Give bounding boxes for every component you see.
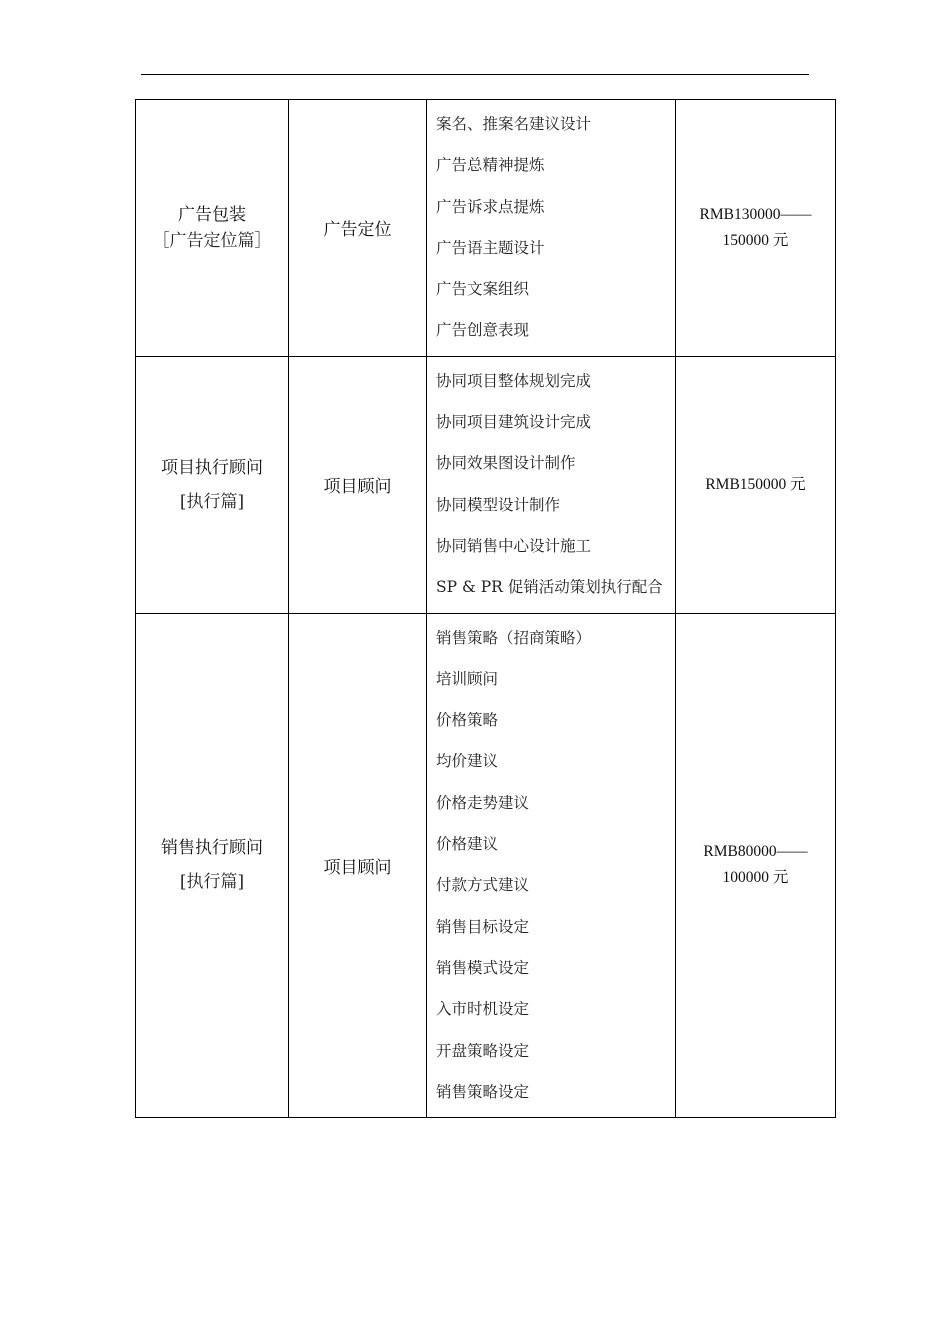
list-item: SP & PR 促销活动策划执行配合: [436, 578, 663, 597]
category-cell: [136, 613, 289, 1118]
list-item: 销售策略（招商策略）: [436, 628, 592, 647]
list-item: 广告创意表现: [436, 321, 530, 340]
list-item: 协同模型设计制作: [436, 495, 561, 514]
list-item: 销售策略设定: [436, 1082, 530, 1101]
table-row: [136, 356, 836, 613]
service-items-cell: [427, 100, 676, 357]
service-items-cell: [427, 613, 676, 1118]
price-line-1: RMB150000 元: [705, 475, 806, 493]
table-row: [136, 613, 836, 1118]
price-cell: [676, 356, 836, 613]
list-item: 开盘策略设定: [436, 1041, 530, 1060]
list-item: 付款方式建议: [436, 876, 530, 895]
list-item: 销售目标设定: [436, 917, 530, 936]
category-title: 广告包装: [178, 204, 246, 225]
header-rule: [141, 74, 809, 75]
price-cell: [676, 100, 836, 357]
category-cell: [136, 356, 289, 613]
service-items-cell: [427, 356, 676, 613]
list-item: 案名、推案名建议设计: [436, 115, 592, 133]
list-item: 广告诉求点提炼: [436, 197, 545, 216]
list-item: 价格策略: [436, 711, 499, 730]
list-item: 均价建议: [436, 752, 499, 771]
list-item: 协同效果图设计制作: [436, 454, 576, 473]
price-line-2: 150000 元: [722, 231, 789, 249]
service-type-cell: 广告定位: [289, 100, 427, 357]
list-item: 协同项目建筑设计完成: [436, 413, 592, 432]
list-item: 入市时机设定: [436, 1000, 530, 1019]
price-cell: [676, 613, 836, 1118]
list-item: 广告语主题设计: [436, 238, 545, 257]
list-item: 价格建议: [436, 835, 499, 854]
category-title: 销售执行顾问: [161, 838, 263, 859]
service-fee-table: [135, 99, 836, 1118]
price-line-1: RMB80000——: [703, 843, 808, 861]
category-title: 项目执行顾问: [161, 457, 263, 478]
service-type-cell: 项目顾问: [289, 356, 427, 613]
service-item-list: [436, 361, 675, 609]
service-item-list: [436, 618, 675, 1114]
category-cell: [136, 100, 289, 357]
list-item: 协同项目整体规划完成: [436, 371, 592, 390]
category-subtitle: ［广告定位篇］: [152, 230, 272, 251]
list-item: 广告文案组织: [436, 280, 530, 299]
list-item: 培训顾问: [436, 669, 499, 688]
service-type-cell: 项目顾问: [289, 613, 427, 1118]
price-line-1: RMB130000——: [699, 205, 812, 223]
list-item: 广告总精神提炼: [436, 156, 545, 175]
category-subtitle: [执行篇]: [179, 491, 245, 512]
list-item: 协同销售中心设计施工: [436, 536, 592, 555]
list-item: 价格走势建议: [436, 793, 530, 812]
price-line-2: 100000 元: [722, 869, 789, 887]
service-item-list: [436, 104, 675, 352]
list-item: 销售模式设定: [436, 958, 530, 977]
category-subtitle: [执行篇]: [179, 872, 245, 893]
table-row: [136, 100, 836, 357]
